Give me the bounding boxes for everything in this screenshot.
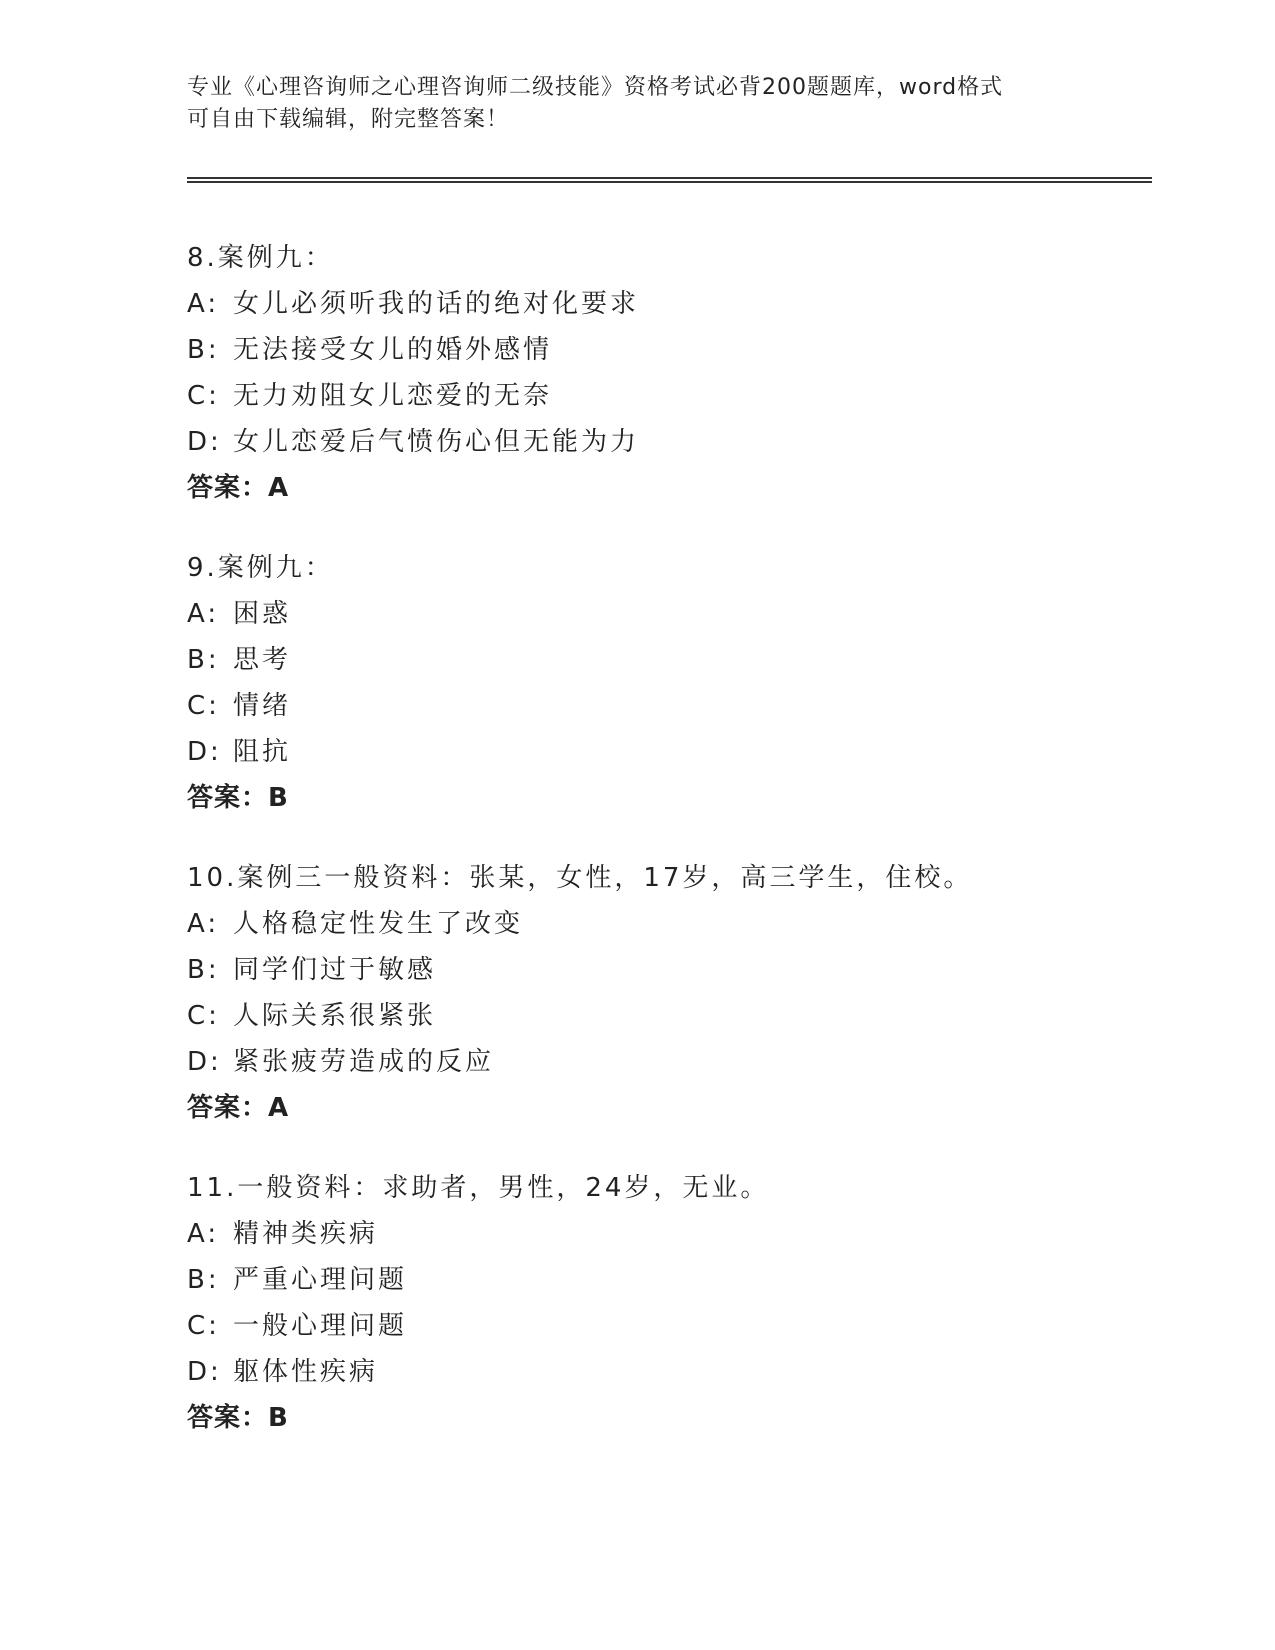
option-d [187, 729, 1147, 775]
option-letter: A: [187, 289, 220, 319]
document-header [187, 72, 1087, 136]
option-letter: C: [187, 1311, 220, 1341]
option-b [187, 1257, 1147, 1303]
option-text: 情绪 [233, 691, 292, 721]
question-list [187, 235, 1147, 1475]
question-item [187, 545, 1147, 821]
option-d [187, 1039, 1147, 1085]
option-letter: D: [187, 1357, 222, 1387]
option-letter: B: [187, 335, 220, 365]
option-text: 严重心理问题 [233, 1265, 408, 1295]
question-stem: 8.案例九： [187, 243, 334, 273]
option-letter: B: [187, 955, 220, 985]
answer-key: 答案：B [187, 783, 289, 813]
option-letter: B: [187, 645, 220, 675]
question-stem: 11.一般资料：求助者，男性，24岁，无业。 [187, 1173, 770, 1203]
option-text: 一般心理问题 [233, 1311, 408, 1341]
header-title-line-2: 可自由下载编辑，附完整答案！ [187, 107, 510, 132]
option-letter: D: [187, 737, 222, 767]
option-letter: A: [187, 1219, 220, 1249]
header-divider-top [187, 177, 1152, 179]
option-a [187, 281, 1147, 327]
option-text: 紧张疲劳造成的反应 [233, 1047, 495, 1077]
option-c [187, 373, 1147, 419]
question-stem: 10.案例三一般资料：张某，女性，17岁，高三学生，住校。 [187, 863, 973, 893]
option-letter: C: [187, 381, 220, 411]
option-d [187, 1349, 1147, 1395]
option-c [187, 993, 1147, 1039]
option-b [187, 637, 1147, 683]
option-c [187, 683, 1147, 729]
option-letter: B: [187, 1265, 220, 1295]
option-c [187, 1303, 1147, 1349]
header-title-line-1: 专业《心理咨询师之心理咨询师二级技能》资格考试必背200题题库，word格式 [187, 75, 1004, 100]
option-letter: C: [187, 691, 220, 721]
question-stem: 9.案例九： [187, 553, 334, 583]
option-letter: D: [187, 427, 222, 457]
question-item [187, 855, 1147, 1131]
option-text: 人格稳定性发生了改变 [233, 909, 524, 939]
option-a [187, 591, 1147, 637]
option-letter: D: [187, 1047, 222, 1077]
option-letter: C: [187, 1001, 220, 1031]
option-text: 躯体性疾病 [233, 1357, 379, 1387]
option-letter: A: [187, 599, 220, 629]
header-divider-bottom [187, 181, 1152, 183]
option-text: 精神类疾病 [233, 1219, 379, 1249]
answer-key: 答案：A [187, 473, 290, 503]
option-text: 无力劝阻女儿恋爱的无奈 [233, 381, 553, 411]
option-letter: A: [187, 909, 220, 939]
option-text: 人际关系很紧张 [233, 1001, 437, 1031]
option-text: 阻抗 [233, 737, 292, 767]
option-text: 困惑 [233, 599, 292, 629]
option-text: 无法接受女儿的婚外感情 [233, 335, 553, 365]
option-b [187, 327, 1147, 373]
question-item [187, 1165, 1147, 1441]
option-d [187, 419, 1147, 465]
option-a [187, 901, 1147, 947]
option-text: 同学们过于敏感 [233, 955, 437, 985]
option-text: 思考 [233, 645, 292, 675]
option-b [187, 947, 1147, 993]
answer-key: 答案：B [187, 1403, 289, 1433]
option-text: 女儿恋爱后气愤伤心但无能为力 [233, 427, 640, 457]
answer-key: 答案：A [187, 1093, 290, 1123]
option-a [187, 1211, 1147, 1257]
question-item [187, 235, 1147, 511]
option-text: 女儿必须听我的话的绝对化要求 [233, 289, 640, 319]
